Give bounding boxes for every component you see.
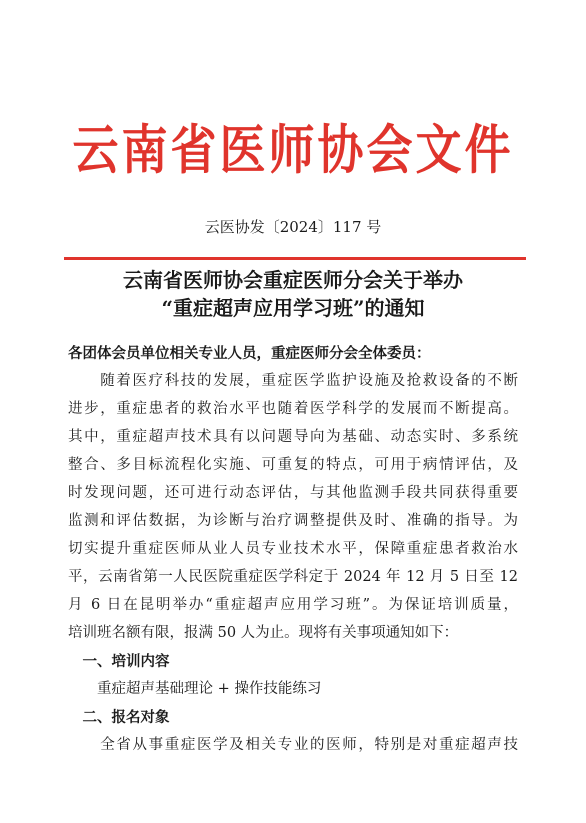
paragraph-line: 整合、多目标流程化实施、可重复的特点，可用于病情评估，及 [68,457,518,473]
paragraph-line: 切实提升重症医师从业人员专业技术水平，保障重症患者救治水 [68,541,518,557]
masthead-title: 云南省医师协会文件 [72,118,514,181]
document-number: 云医协发〔2024〕117 号 [204,218,382,236]
salutation: 各团体会员单位相关专业人员，重症医师分会全体委员： [68,345,431,362]
notice-title-line-2: “重症超声应用学习班”的通知 [161,296,425,320]
paragraph-line: 随着医疗科技的发展，重症医学监护设施及抢救设备的不断 [68,373,518,389]
section-heading-training-content: 一、培训内容 [68,653,170,670]
paragraph-line: 其中，重症超声技术具有以问题导向为基础、动态实时、多系统 [68,429,518,445]
red-divider [64,257,526,260]
paragraph-line: 培训班名额有限，报满 50 人为止。现将有关事项通知如下： [68,625,459,641]
section-heading-registration-target: 二、报名对象 [68,709,170,726]
paragraph-line: 进步，重症患者的救治水平也随着医学科学的发展而不断提高。 [68,401,518,417]
paragraph-line: 时发现问题，还可进行动态评估，与其他监测手段共同获得重要 [68,485,518,501]
section-text-training-content: 重症超声基础理论 + 操作技能练习 [68,681,322,697]
paragraph-line: 月 6 日在昆明举办“重症超声应用学习班”。为保证培训质量， [68,597,518,613]
section-text-registration-target: 全省从事重症医学及相关专业的医师，特别是对重症超声技 [68,737,518,753]
paragraph-line: 监测和评估数据，为诊断与治疗调整提供及时、准确的指导。为 [68,513,518,529]
notice-title-line-1: 云南省医师协会重症医师分会关于举办 [123,268,463,292]
paragraph-line: 平，云南省第一人民医院重症医学科定于 2024 年 12 月 5 日至 12 [68,569,518,585]
